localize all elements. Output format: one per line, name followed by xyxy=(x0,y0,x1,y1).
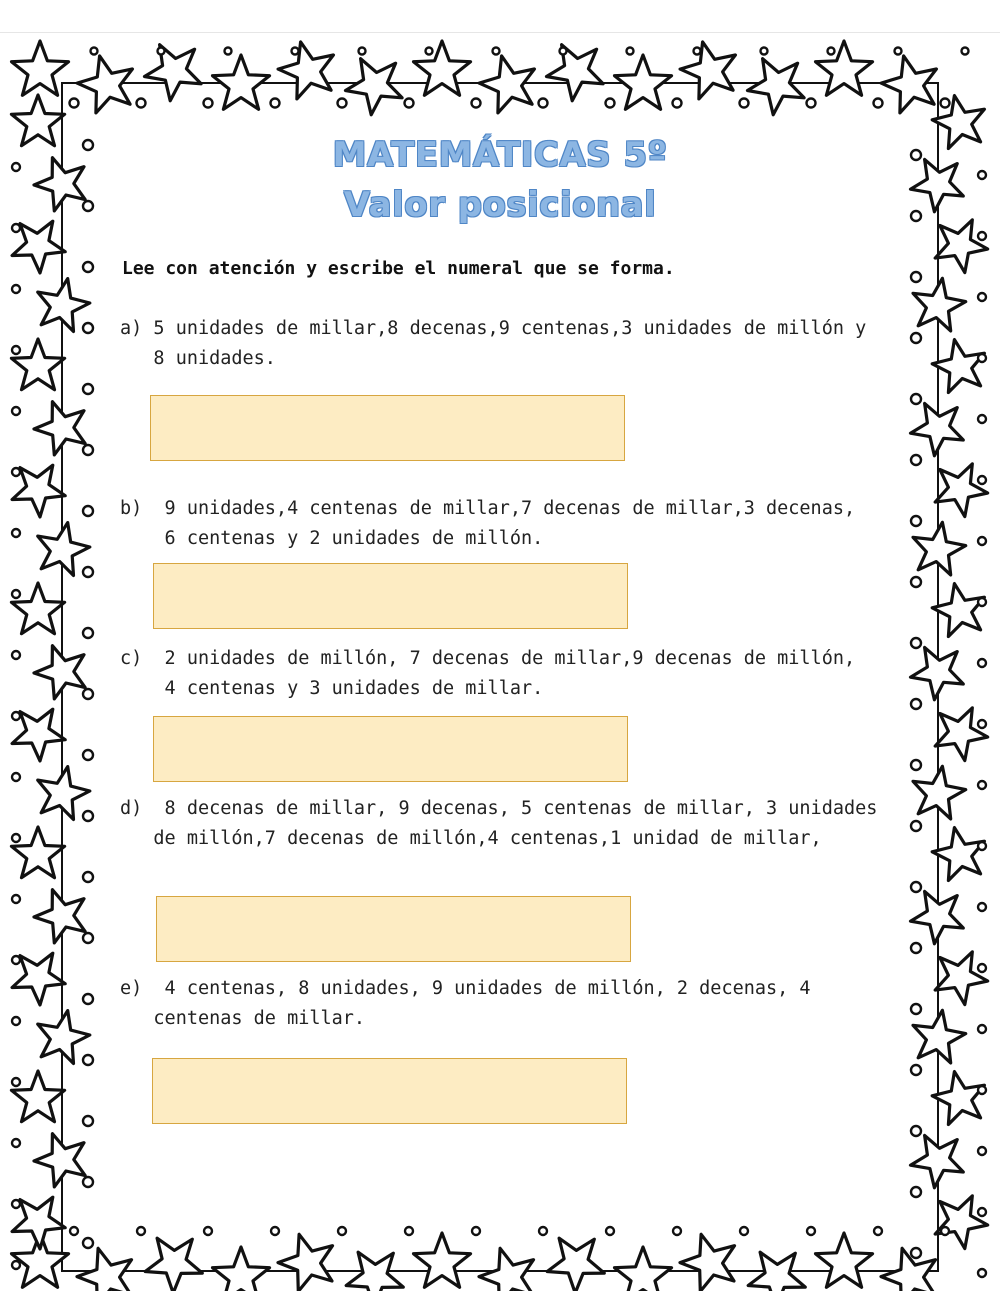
border-dot-icon xyxy=(83,506,93,516)
border-star-icon xyxy=(932,340,984,393)
border-dot-icon xyxy=(83,1238,93,1248)
border-dot-icon xyxy=(137,99,146,108)
page-subtitle: Valor posicional xyxy=(343,185,657,225)
border-star-icon xyxy=(414,1233,471,1287)
border-star-icon xyxy=(680,1234,735,1291)
border-dot-icon xyxy=(911,1004,921,1014)
question-d-line-1: d) 8 decenas de millar, 9 decenas, 5 centenas de millar, 3 unidades xyxy=(120,798,878,819)
border-star-icon xyxy=(932,1072,984,1125)
border-dot-icon xyxy=(12,590,20,598)
border-star-icon xyxy=(935,1196,988,1249)
border-star-icon xyxy=(38,523,90,576)
border-dot-icon xyxy=(911,1248,921,1258)
border-dot-icon xyxy=(941,99,950,108)
border-star-icon xyxy=(932,828,984,881)
page-title: MATEMÁTICAS 5º xyxy=(332,135,668,175)
border-star-icon xyxy=(911,891,964,943)
question-a-line-1: a) 5 unidades de millar,8 decenas,9 centenas,3 unidades de millón y xyxy=(120,318,867,339)
border-star-icon xyxy=(213,1247,270,1291)
question-e-line-2: centenas de millar. xyxy=(120,1008,366,1029)
border-dot-icon xyxy=(941,1227,949,1235)
border-dot-icon xyxy=(83,1055,93,1065)
border-dot-icon xyxy=(978,720,986,728)
border-dot-icon xyxy=(807,99,816,108)
border-dot-icon xyxy=(472,1227,480,1235)
border-dot-icon xyxy=(978,354,986,362)
border-dot-icon xyxy=(978,1025,986,1033)
border-dot-icon xyxy=(271,99,280,108)
border-dot-icon xyxy=(911,638,921,648)
border-dot-icon xyxy=(911,272,921,282)
border-dot-icon xyxy=(359,48,366,55)
border-star-icon xyxy=(38,279,90,332)
border-star-icon xyxy=(479,1248,534,1291)
border-dot-icon xyxy=(874,99,883,108)
border-dot-icon xyxy=(83,689,93,699)
border-star-icon xyxy=(346,59,403,115)
border-dot-icon xyxy=(911,943,921,953)
instructions: Lee con atención y escribe el numeral que se forma. xyxy=(122,258,675,279)
border-star-icon xyxy=(913,766,966,819)
border-dot-icon xyxy=(978,293,986,301)
border-dot-icon xyxy=(911,394,921,404)
border-dot-icon xyxy=(539,1227,547,1235)
border-dot-icon xyxy=(405,99,414,108)
border-star-icon xyxy=(748,59,805,115)
border-dot-icon xyxy=(606,1227,614,1235)
border-dot-icon xyxy=(91,48,98,55)
border-dot-icon xyxy=(12,956,20,964)
border-dot-icon xyxy=(978,1208,986,1216)
border-dot-icon xyxy=(978,537,986,545)
border-star-icon xyxy=(34,646,85,699)
border-dot-icon xyxy=(493,48,500,55)
border-dot-icon xyxy=(158,48,165,55)
border-dot-icon xyxy=(12,834,20,842)
border-star-icon xyxy=(145,1238,202,1291)
border-dot-icon xyxy=(962,48,969,55)
border-dot-icon xyxy=(978,232,986,240)
question-c-line-2: 4 centenas y 3 unidades de millar. xyxy=(120,678,544,699)
border-star-icon xyxy=(547,1238,604,1291)
border-dot-icon xyxy=(12,1017,20,1025)
border-dot-icon xyxy=(911,760,921,770)
border-dot-icon xyxy=(12,1139,20,1147)
answer-d-input[interactable] xyxy=(156,896,631,962)
border-dot-icon xyxy=(673,99,682,108)
border-dot-icon xyxy=(83,750,93,760)
border-dot-icon xyxy=(204,1227,212,1235)
border-dot-icon xyxy=(978,598,986,606)
border-star-icon xyxy=(935,952,988,1005)
border-star-icon xyxy=(935,464,988,517)
border-dot-icon xyxy=(83,933,93,943)
border-star-icon xyxy=(935,708,988,761)
border-dot-icon xyxy=(560,48,567,55)
border-dot-icon xyxy=(225,48,232,55)
border-dot-icon xyxy=(12,1261,20,1269)
border-star-icon xyxy=(913,522,966,575)
border-star-icon xyxy=(145,45,202,101)
border-dot-icon xyxy=(83,262,93,272)
border-dot-icon xyxy=(204,99,213,108)
border-dot-icon xyxy=(978,1086,986,1094)
border-dot-icon xyxy=(12,407,20,415)
border-dot-icon xyxy=(12,468,20,476)
answer-c-input[interactable] xyxy=(153,716,628,782)
question-b-line-1: b) 9 unidades,4 centenas de millar,7 decenas de millar,3 decenas, xyxy=(120,498,856,519)
question-b-line-2: 6 centenas y 2 unidades de millón. xyxy=(120,528,544,549)
border-dot-icon xyxy=(292,48,299,55)
border-dot-icon xyxy=(12,1078,20,1086)
border-dot-icon xyxy=(12,773,20,781)
answer-b-input[interactable] xyxy=(153,563,628,629)
border-star-icon xyxy=(913,1010,966,1063)
border-dot-icon xyxy=(539,99,548,108)
border-star-icon xyxy=(77,1248,132,1291)
border-dot-icon xyxy=(761,48,768,55)
border-dot-icon xyxy=(83,445,93,455)
border-star-icon xyxy=(816,1233,873,1287)
question-e-line-1: e) 4 centenas, 8 unidades, 9 unidades de millón, 2 decenas, 4 xyxy=(120,978,811,999)
border-dot-icon xyxy=(740,99,749,108)
border-dot-icon xyxy=(627,48,634,55)
border-dot-icon xyxy=(828,48,835,55)
border-dot-icon xyxy=(70,1227,78,1235)
border-dot-icon xyxy=(12,651,20,659)
border-star-icon xyxy=(77,56,132,113)
border-star-icon xyxy=(38,1011,90,1064)
border-dot-icon xyxy=(137,1227,145,1235)
border-dot-icon xyxy=(911,1065,921,1075)
border-star-icon xyxy=(479,56,534,113)
border-star-icon xyxy=(414,41,471,95)
border-dot-icon xyxy=(978,1147,986,1155)
border-dot-icon xyxy=(911,821,921,831)
border-star-icon xyxy=(278,42,333,99)
border-dot-icon xyxy=(694,48,701,55)
border-star-icon xyxy=(816,41,873,95)
border-dot-icon xyxy=(911,1126,921,1136)
border-star-icon xyxy=(911,647,964,699)
border-dot-icon xyxy=(83,567,93,577)
border-dot-icon xyxy=(271,1227,279,1235)
border-dot-icon xyxy=(405,1227,413,1235)
border-dot-icon xyxy=(426,48,433,55)
question-a-line-2: 8 unidades. xyxy=(120,348,276,369)
border-dot-icon xyxy=(911,333,921,343)
border-dot-icon xyxy=(978,964,986,972)
border-dot-icon xyxy=(12,224,20,232)
border-dot-icon xyxy=(606,99,615,108)
border-dot-icon xyxy=(911,516,921,526)
border-dot-icon xyxy=(83,1116,93,1126)
border-dot-icon xyxy=(911,882,921,892)
top-strip xyxy=(0,0,1000,33)
border-star-icon xyxy=(913,278,966,331)
border-star-icon xyxy=(615,1247,672,1291)
border-dot-icon xyxy=(978,476,986,484)
answer-e-input[interactable] xyxy=(152,1058,627,1124)
question-c-line-1: c) 2 unidades de millón, 7 decenas de millar,9 decenas de millón, xyxy=(120,648,856,669)
border-star-icon xyxy=(935,220,988,273)
border-star-icon xyxy=(213,55,270,109)
border-dot-icon xyxy=(83,384,93,394)
border-star-icon xyxy=(680,42,735,99)
border-dot-icon xyxy=(978,659,986,667)
border-dot-icon xyxy=(338,1227,346,1235)
border-dot-icon xyxy=(12,285,20,293)
border-dot-icon xyxy=(978,903,986,911)
border-star-icon xyxy=(547,45,604,101)
border-dot-icon xyxy=(83,323,93,333)
border-dot-icon xyxy=(12,895,20,903)
border-star-icon xyxy=(34,1134,85,1187)
border-dot-icon xyxy=(338,99,347,108)
border-star-icon xyxy=(34,890,85,943)
border-dot-icon xyxy=(740,1227,748,1235)
border-dot-icon xyxy=(12,712,20,720)
border-dot-icon xyxy=(978,1269,986,1277)
border-star-icon xyxy=(278,1234,333,1291)
border-star-icon xyxy=(34,402,85,455)
border-dot-icon xyxy=(874,1227,882,1235)
border-dot-icon xyxy=(83,628,93,638)
border-dot-icon xyxy=(83,872,93,882)
border-dot-icon xyxy=(911,699,921,709)
border-dot-icon xyxy=(12,1200,20,1208)
border-dot-icon xyxy=(807,1227,815,1235)
question-d-line-2: de millón,7 decenas de millón,4 centenas,1 unidad de millar, xyxy=(120,828,822,849)
border-dot-icon xyxy=(83,811,93,821)
border-star-icon xyxy=(911,1135,964,1187)
border-star-icon xyxy=(12,41,69,95)
border-star-icon xyxy=(615,55,672,109)
border-dot-icon xyxy=(978,781,986,789)
border-star-icon xyxy=(932,584,984,637)
border-star-icon xyxy=(881,56,936,113)
border-star-icon xyxy=(881,1248,936,1291)
border-dot-icon xyxy=(83,994,93,1004)
border-dot-icon xyxy=(911,577,921,587)
border-dot-icon xyxy=(895,48,902,55)
border-dot-icon xyxy=(83,1177,93,1187)
border-dot-icon xyxy=(70,99,79,108)
answer-a-input[interactable] xyxy=(150,395,625,461)
border-dot-icon xyxy=(911,455,921,465)
border-dot-icon xyxy=(673,1227,681,1235)
border-dot-icon xyxy=(978,415,986,423)
border-star-icon xyxy=(38,767,90,820)
border-dot-icon xyxy=(12,346,20,354)
border-dot-icon xyxy=(12,529,20,537)
border-dot-icon xyxy=(472,99,481,108)
border-star-icon xyxy=(911,403,964,455)
border-dot-icon xyxy=(911,1187,921,1197)
border-dot-icon xyxy=(978,842,986,850)
